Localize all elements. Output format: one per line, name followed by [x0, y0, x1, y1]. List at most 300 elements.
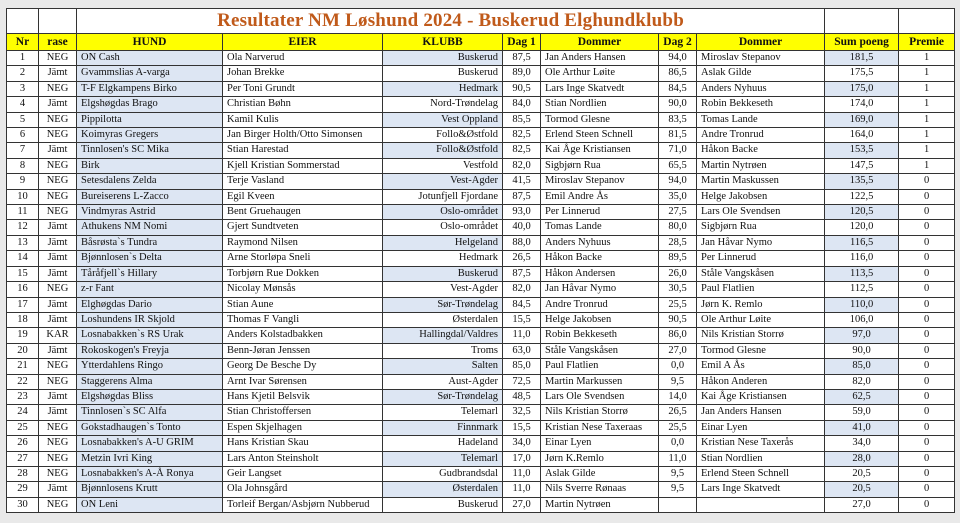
- col-nr-cell: 14: [7, 251, 39, 266]
- col-dag2-cell: 94,0: [659, 51, 697, 66]
- col-dag1-cell: 82,0: [503, 282, 541, 297]
- col-klubb-cell: Vest Oppland: [383, 112, 503, 127]
- col-sum-poeng-cell: 113,5: [825, 266, 899, 281]
- col-sum-poeng-cell: 153,5: [825, 143, 899, 158]
- col-dommer1-cell: Martin Nytrøen: [541, 497, 659, 512]
- col-eier-cell: Georg De Besche Dy: [223, 359, 383, 374]
- col-dag1-cell: 84,0: [503, 97, 541, 112]
- col-eier-cell: Geir Langset: [223, 466, 383, 481]
- col-rase-cell: Jämt: [39, 297, 77, 312]
- col-eier-header: EIER: [223, 34, 383, 51]
- table-row: [7, 312, 955, 327]
- col-premie-cell: 0: [899, 266, 955, 281]
- col-nr-cell: 17: [7, 297, 39, 312]
- col-sum-poeng-cell: 106,0: [825, 312, 899, 327]
- col-dommer2-cell: Ole Arthur Løite: [697, 312, 825, 327]
- col-dommer2-cell: Anders Nyhuus: [697, 81, 825, 96]
- col-hund-cell: Birk: [77, 158, 223, 173]
- col-dag2-cell: 89,5: [659, 251, 697, 266]
- table-row: [7, 128, 955, 143]
- col-dommer1-cell: Aslak Gilde: [541, 466, 659, 481]
- col-dag2-cell: 65,5: [659, 158, 697, 173]
- col-nr-cell: 25: [7, 420, 39, 435]
- col-rase-cell: NEG: [39, 81, 77, 96]
- col-dommer2-cell: Nils Kristian Storrø: [697, 328, 825, 343]
- col-dag2-cell: 9,5: [659, 374, 697, 389]
- col-dag2-cell: 0,0: [659, 359, 697, 374]
- table-row: [7, 158, 955, 173]
- col-klubb-cell: Oslo-området: [383, 205, 503, 220]
- col-dag2-header: Dag 2: [659, 34, 697, 51]
- col-premie-cell: 1: [899, 158, 955, 173]
- col-nr-cell: 27: [7, 451, 39, 466]
- col-premie-cell: 0: [899, 482, 955, 497]
- col-rase-cell: Jämt: [39, 66, 77, 81]
- col-dommer2-cell: Martin Nytrøen: [697, 158, 825, 173]
- col-hund-cell: Bureiserens L-Zacco: [77, 189, 223, 204]
- col-klubb-header: KLUBB: [383, 34, 503, 51]
- col-klubb-cell: Hedmark: [383, 251, 503, 266]
- col-dag1-cell: 82,0: [503, 158, 541, 173]
- col-dag2-cell: 90,0: [659, 97, 697, 112]
- col-dommer2-cell: [697, 497, 825, 512]
- col-eier-cell: Kamil Kulis: [223, 112, 383, 127]
- col-premie-cell: 0: [899, 389, 955, 404]
- col-premie-cell: 0: [899, 297, 955, 312]
- col-dag2-cell: 80,0: [659, 220, 697, 235]
- col-dag1-cell: 27,0: [503, 497, 541, 512]
- table-row: [7, 282, 955, 297]
- col-nr-cell: 5: [7, 112, 39, 127]
- col-premie-cell: 0: [899, 420, 955, 435]
- col-premie-cell: 0: [899, 497, 955, 512]
- col-dag2-cell: 83,5: [659, 112, 697, 127]
- col-dag1-cell: 32,5: [503, 405, 541, 420]
- col-sum-poeng-cell: 116,0: [825, 251, 899, 266]
- col-klubb-cell: Sør-Trøndelag: [383, 389, 503, 404]
- col-rase-cell: Jämt: [39, 389, 77, 404]
- col-rase-cell: NEG: [39, 374, 77, 389]
- col-rase-cell: NEG: [39, 51, 77, 66]
- col-dommer2-cell: Helge Jakobsen: [697, 189, 825, 204]
- table-row: [7, 66, 955, 81]
- col-eier-cell: Stian Aune: [223, 297, 383, 312]
- col-sum-poeng-cell: 97,0: [825, 328, 899, 343]
- table-row: [7, 266, 955, 281]
- col-nr-cell: 19: [7, 328, 39, 343]
- col-dommer1-cell: Nils Sverre Rønaas: [541, 482, 659, 497]
- table-body: [7, 51, 955, 513]
- col-nr-cell: 22: [7, 374, 39, 389]
- col-nr-cell: 21: [7, 359, 39, 374]
- col-eier-cell: Torbjørn Rue Dokken: [223, 266, 383, 281]
- col-klubb-cell: Sør-Trøndelag: [383, 297, 503, 312]
- col-eier-cell: Arne Storløpa Sneli: [223, 251, 383, 266]
- col-dag1-cell: 87,5: [503, 189, 541, 204]
- col-dommer2-cell: Erlend Steen Schnell: [697, 466, 825, 481]
- col-hund-cell: Tinnlosen`s SC Alfa: [77, 405, 223, 420]
- table-row: [7, 466, 955, 481]
- col-sum-poeng-cell: 120,5: [825, 205, 899, 220]
- col-hund-cell: Losnabakken`s RS Urak: [77, 328, 223, 343]
- col-dommer1-cell: Jan Håvar Nymo: [541, 282, 659, 297]
- col-premie-cell: 0: [899, 343, 955, 358]
- col-hund-cell: Setesdalens Zelda: [77, 174, 223, 189]
- col-klubb-cell: Oslo-området: [383, 220, 503, 235]
- col-sum-poeng-header: Sum poeng: [825, 34, 899, 51]
- col-dag1-cell: 89,0: [503, 66, 541, 81]
- table-row: [7, 359, 955, 374]
- col-rase-cell: NEG: [39, 451, 77, 466]
- col-dag1-cell: 63,0: [503, 343, 541, 358]
- col-premie-cell: 0: [899, 174, 955, 189]
- col-rase-cell: NEG: [39, 189, 77, 204]
- col-nr-cell: 16: [7, 282, 39, 297]
- col-dommer1-cell: Tormod Glesne: [541, 112, 659, 127]
- col-klubb-cell: Follo&Østfold: [383, 143, 503, 158]
- table-row: [7, 482, 955, 497]
- col-dag2-cell: 9,5: [659, 482, 697, 497]
- col-premie-cell: 1: [899, 66, 955, 81]
- col-klubb-cell: Follo&Østfold: [383, 128, 503, 143]
- col-premie-cell: 1: [899, 112, 955, 127]
- header-row: [7, 34, 955, 51]
- col-dommer2-cell: Miroslav Stepanov: [697, 51, 825, 66]
- col-hund-cell: Ytterdahlens Ringo: [77, 359, 223, 374]
- col-rase-cell: Jämt: [39, 143, 77, 158]
- col-dommer2-cell: Tormod Glesne: [697, 343, 825, 358]
- col-klubb-cell: Jotunfjell Fjordane: [383, 189, 503, 204]
- col-eier-cell: Torleif Bergan/Asbjørn Nubberud: [223, 497, 383, 512]
- col-eier-cell: Arnt Ivar Sørensen: [223, 374, 383, 389]
- col-hund-cell: Vindmyras Astrid: [77, 205, 223, 220]
- col-dommer2-cell: Lars Ole Svendsen: [697, 205, 825, 220]
- col-sum-poeng-cell: 62,5: [825, 389, 899, 404]
- col-dag1-cell: 11,0: [503, 466, 541, 481]
- col-dag2-cell: 81,5: [659, 128, 697, 143]
- col-dag1-cell: 40,0: [503, 220, 541, 235]
- col-dag2-cell: 11,0: [659, 451, 697, 466]
- col-klubb-cell: Buskerud: [383, 66, 503, 81]
- col-klubb-cell: Gudbrandsdal: [383, 466, 503, 481]
- table-row: [7, 205, 955, 220]
- col-hund-cell: ON Leni: [77, 497, 223, 512]
- col-eier-cell: Per Toni Grundt: [223, 81, 383, 96]
- col-premie-cell: 0: [899, 359, 955, 374]
- col-klubb-cell: Helgeland: [383, 235, 503, 250]
- col-nr-cell: 30: [7, 497, 39, 512]
- col-dag2-cell: 26,0: [659, 266, 697, 281]
- col-dommer1-cell: Ståle Vangskåsen: [541, 343, 659, 358]
- col-dommer2-cell: Aslak Gilde: [697, 66, 825, 81]
- col-klubb-cell: Troms: [383, 343, 503, 358]
- col-dag1-cell: 48,5: [503, 389, 541, 404]
- table-row: [7, 235, 955, 250]
- col-klubb-cell: Aust-Agder: [383, 374, 503, 389]
- col-hund-header: HUND: [77, 34, 223, 51]
- col-rase-cell: Jämt: [39, 405, 77, 420]
- col-sum-poeng-cell: 181,5: [825, 51, 899, 66]
- col-dommer2-cell: Ståle Vangskåsen: [697, 266, 825, 281]
- col-dommer2-cell: Einar Lyen: [697, 420, 825, 435]
- col-hund-cell: Gokstadhaugen`s Tonto: [77, 420, 223, 435]
- col-rase-cell: NEG: [39, 205, 77, 220]
- col-dommer2-cell: Håkon Anderen: [697, 374, 825, 389]
- table-row: [7, 405, 955, 420]
- col-dag1-cell: 88,0: [503, 235, 541, 250]
- col-sum-poeng-cell: 28,0: [825, 451, 899, 466]
- col-hund-cell: Losnabakken's A-U GRIM: [77, 436, 223, 451]
- col-dag1-cell: 87,5: [503, 266, 541, 281]
- col-sum-poeng-cell: 85,0: [825, 359, 899, 374]
- col-nr-cell: 1: [7, 51, 39, 66]
- col-eier-cell: Nicolay Mønsås: [223, 282, 383, 297]
- col-premie-header: Premie: [899, 34, 955, 51]
- col-dag2-cell: 35,0: [659, 189, 697, 204]
- col-dommer1-cell: Andre Tronrud: [541, 297, 659, 312]
- col-dommer1-cell: Per Linnerud: [541, 205, 659, 220]
- col-rase-cell: NEG: [39, 158, 77, 173]
- col-dag1-cell: 15,5: [503, 420, 541, 435]
- col-rase-cell: KAR: [39, 328, 77, 343]
- col-sum-poeng-cell: 175,5: [825, 66, 899, 81]
- table-row: [7, 51, 955, 66]
- col-sum-poeng-cell: 59,0: [825, 405, 899, 420]
- col-eier-cell: Stian Christoffersen: [223, 405, 383, 420]
- table-row: [7, 220, 955, 235]
- col-dommer1-cell: Anders Nyhuus: [541, 235, 659, 250]
- col-premie-cell: 0: [899, 466, 955, 481]
- col-eier-cell: Terje Vasland: [223, 174, 383, 189]
- col-klubb-cell: Østerdalen: [383, 482, 503, 497]
- col-eier-cell: Espen Skjelhagen: [223, 420, 383, 435]
- col-sum-poeng-cell: 90,0: [825, 343, 899, 358]
- col-dommer2-cell: Sigbjørn Rua: [697, 220, 825, 235]
- col-dag2-cell: 86,0: [659, 328, 697, 343]
- col-eier-cell: Thomas F Vangli: [223, 312, 383, 327]
- col-dommer1-header: Dommer: [541, 34, 659, 51]
- col-sum-poeng-cell: 169,0: [825, 112, 899, 127]
- col-nr-cell: 7: [7, 143, 39, 158]
- col-dommer1-cell: Nils Kristian Storrø: [541, 405, 659, 420]
- col-klubb-cell: Finnmark: [383, 420, 503, 435]
- col-sum-poeng-cell: 112,5: [825, 282, 899, 297]
- col-rase-cell: NEG: [39, 420, 77, 435]
- col-dag1-cell: 41,5: [503, 174, 541, 189]
- col-hund-cell: z-r Fant: [77, 282, 223, 297]
- col-dag1-cell: 84,5: [503, 297, 541, 312]
- col-dag2-cell: 94,0: [659, 174, 697, 189]
- col-eier-cell: Egil Kveen: [223, 189, 383, 204]
- col-dommer2-cell: Kai Åge Kristiansen: [697, 389, 825, 404]
- col-rase-cell: NEG: [39, 282, 77, 297]
- col-hund-cell: Bjønnlosens Krutt: [77, 482, 223, 497]
- col-dommer1-cell: Emil Andre Ås: [541, 189, 659, 204]
- col-hund-cell: Elghøgdas Dario: [77, 297, 223, 312]
- col-dommer1-cell: Jan Anders Hansen: [541, 51, 659, 66]
- col-eier-cell: Kjell Kristian Sommerstad: [223, 158, 383, 173]
- col-premie-cell: 0: [899, 374, 955, 389]
- table-row: [7, 328, 955, 343]
- table-row: [7, 189, 955, 204]
- col-eier-cell: Stian Harestad: [223, 143, 383, 158]
- col-nr-cell: 13: [7, 235, 39, 250]
- table-row: [7, 174, 955, 189]
- col-premie-cell: 0: [899, 220, 955, 235]
- col-dag2-cell: 14,0: [659, 389, 697, 404]
- title-row: [7, 9, 955, 34]
- col-dommer1-cell: Lars Inge Skatvedt: [541, 81, 659, 96]
- col-klubb-cell: Buskerud: [383, 266, 503, 281]
- table-row: [7, 297, 955, 312]
- col-eier-cell: Ola Narverud: [223, 51, 383, 66]
- col-premie-cell: 1: [899, 128, 955, 143]
- col-dag2-cell: 28,5: [659, 235, 697, 250]
- col-klubb-cell: Buskerud: [383, 497, 503, 512]
- col-dommer1-cell: Tomas Lande: [541, 220, 659, 235]
- col-dag2-cell: 30,5: [659, 282, 697, 297]
- col-hund-cell: Metzin Ivri King: [77, 451, 223, 466]
- col-dag1-cell: 26,5: [503, 251, 541, 266]
- col-eier-cell: Hans Kjetil Belsvik: [223, 389, 383, 404]
- table-row: [7, 112, 955, 127]
- col-nr-cell: 23: [7, 389, 39, 404]
- col-dag1-cell: 11,0: [503, 328, 541, 343]
- col-nr-cell: 15: [7, 266, 39, 281]
- col-hund-cell: Athukens NM Nomi: [77, 220, 223, 235]
- col-nr-cell: 12: [7, 220, 39, 235]
- col-eier-cell: Jan Birger Holth/Otto Simonsen: [223, 128, 383, 143]
- col-dommer2-cell: Emil A Ås: [697, 359, 825, 374]
- col-dommer1-cell: Einar Lyen: [541, 436, 659, 451]
- col-dommer2-cell: Jan Håvar Nymo: [697, 235, 825, 250]
- col-dag1-cell: 85,0: [503, 359, 541, 374]
- col-sum-poeng-cell: 164,0: [825, 128, 899, 143]
- col-sum-poeng-cell: 122,5: [825, 189, 899, 204]
- col-nr-cell: 20: [7, 343, 39, 358]
- col-dag2-cell: 26,5: [659, 405, 697, 420]
- col-klubb-cell: Vest-Agder: [383, 282, 503, 297]
- col-nr-cell: 29: [7, 482, 39, 497]
- col-rase-cell: Jämt: [39, 220, 77, 235]
- col-rase-cell: NEG: [39, 128, 77, 143]
- col-rase-cell: Jämt: [39, 97, 77, 112]
- col-dommer1-cell: Erlend Steen Schnell: [541, 128, 659, 143]
- col-premie-cell: 0: [899, 282, 955, 297]
- col-dommer1-cell: Miroslav Stepanov: [541, 174, 659, 189]
- col-klubb-cell: Vestfold: [383, 158, 503, 173]
- col-premie-cell: 0: [899, 205, 955, 220]
- col-rase-cell: NEG: [39, 174, 77, 189]
- col-dag2-cell: 90,5: [659, 312, 697, 327]
- col-dag2-cell: 71,0: [659, 143, 697, 158]
- col-dommer2-cell: Stian Nordlien: [697, 451, 825, 466]
- table-row: [7, 374, 955, 389]
- col-nr-cell: 6: [7, 128, 39, 143]
- col-nr-cell: 24: [7, 405, 39, 420]
- col-dag1-cell: 90,5: [503, 81, 541, 96]
- col-hund-cell: Koimyras Gregers: [77, 128, 223, 143]
- col-klubb-cell: Nord-Trøndelag: [383, 97, 503, 112]
- col-dommer1-cell: Martin Markussen: [541, 374, 659, 389]
- col-premie-cell: 0: [899, 251, 955, 266]
- col-dag2-cell: 27,0: [659, 343, 697, 358]
- col-hund-cell: Bjønnlosen`s Delta: [77, 251, 223, 266]
- col-eier-cell: Gjert Sundtveten: [223, 220, 383, 235]
- col-rase-header: rase: [39, 34, 77, 51]
- col-klubb-cell: Østerdalen: [383, 312, 503, 327]
- col-dommer1-cell: Håkon Backe: [541, 251, 659, 266]
- table-row: [7, 251, 955, 266]
- col-rase-cell: NEG: [39, 112, 77, 127]
- col-sum-poeng-cell: 34,0: [825, 436, 899, 451]
- col-sum-poeng-cell: 20,5: [825, 466, 899, 481]
- col-nr-cell: 10: [7, 189, 39, 204]
- col-dag2-cell: 25,5: [659, 420, 697, 435]
- col-eier-cell: Benn-Jøran Jenssen: [223, 343, 383, 358]
- col-hund-cell: Elgshøgdas Brago: [77, 97, 223, 112]
- col-dommer2-cell: Håkon Backe: [697, 143, 825, 158]
- col-klubb-cell: Hadeland: [383, 436, 503, 451]
- col-dommer1-cell: Jørn K.Remlo: [541, 451, 659, 466]
- results-table: [6, 8, 955, 513]
- col-dommer2-cell: Paul Flatlien: [697, 282, 825, 297]
- col-nr-cell: 9: [7, 174, 39, 189]
- col-eier-cell: Anders Kolstadbakken: [223, 328, 383, 343]
- col-dommer1-cell: Ole Arthur Løite: [541, 66, 659, 81]
- col-rase-cell: Jämt: [39, 251, 77, 266]
- table-row: [7, 97, 955, 112]
- col-dommer1-cell: Paul Flatlien: [541, 359, 659, 374]
- col-nr-cell: 11: [7, 205, 39, 220]
- col-hund-cell: Gvammslias A-varga: [77, 66, 223, 81]
- col-dommer2-cell: Andre Tronrud: [697, 128, 825, 143]
- col-dommer1-cell: Kai Åge Kristiansen: [541, 143, 659, 158]
- sheet-title: Resultater NM Løshund 2024 - Buskerud Elghundklubb: [77, 9, 825, 34]
- col-dag1-cell: 17,0: [503, 451, 541, 466]
- col-sum-poeng-cell: 27,0: [825, 497, 899, 512]
- col-klubb-cell: Telemarl: [383, 405, 503, 420]
- col-hund-cell: Elgshøgdas Bliss: [77, 389, 223, 404]
- col-dommer2-cell: Per Linnerud: [697, 251, 825, 266]
- col-premie-cell: 0: [899, 312, 955, 327]
- col-hund-cell: Pippilotta: [77, 112, 223, 127]
- col-dag2-cell: 0,0: [659, 436, 697, 451]
- col-dag2-cell: 9,5: [659, 466, 697, 481]
- col-eier-cell: Raymond Nilsen: [223, 235, 383, 250]
- col-dag2-cell: 86,5: [659, 66, 697, 81]
- col-premie-cell: 0: [899, 405, 955, 420]
- col-dag1-cell: 34,0: [503, 436, 541, 451]
- col-premie-cell: 1: [899, 51, 955, 66]
- col-hund-cell: Tåråfjell`s Hillary: [77, 266, 223, 281]
- col-sum-poeng-cell: 175,0: [825, 81, 899, 96]
- col-dag1-cell: 85,5: [503, 112, 541, 127]
- col-rase-cell: Jämt: [39, 235, 77, 250]
- col-sum-poeng-cell: 116,5: [825, 235, 899, 250]
- col-premie-cell: 1: [899, 97, 955, 112]
- col-hund-cell: Tinnlosen's SC Mika: [77, 143, 223, 158]
- col-dommer1-cell: Håkon Andersen: [541, 266, 659, 281]
- col-sum-poeng-cell: 174,0: [825, 97, 899, 112]
- col-sum-poeng-cell: 82,0: [825, 374, 899, 389]
- col-sum-poeng-cell: 147,5: [825, 158, 899, 173]
- col-hund-cell: Båsrøsta`s Tundra: [77, 235, 223, 250]
- col-rase-cell: NEG: [39, 359, 77, 374]
- col-rase-cell: NEG: [39, 436, 77, 451]
- col-eier-cell: Bent Gruehaugen: [223, 205, 383, 220]
- col-dag1-cell: 82,5: [503, 143, 541, 158]
